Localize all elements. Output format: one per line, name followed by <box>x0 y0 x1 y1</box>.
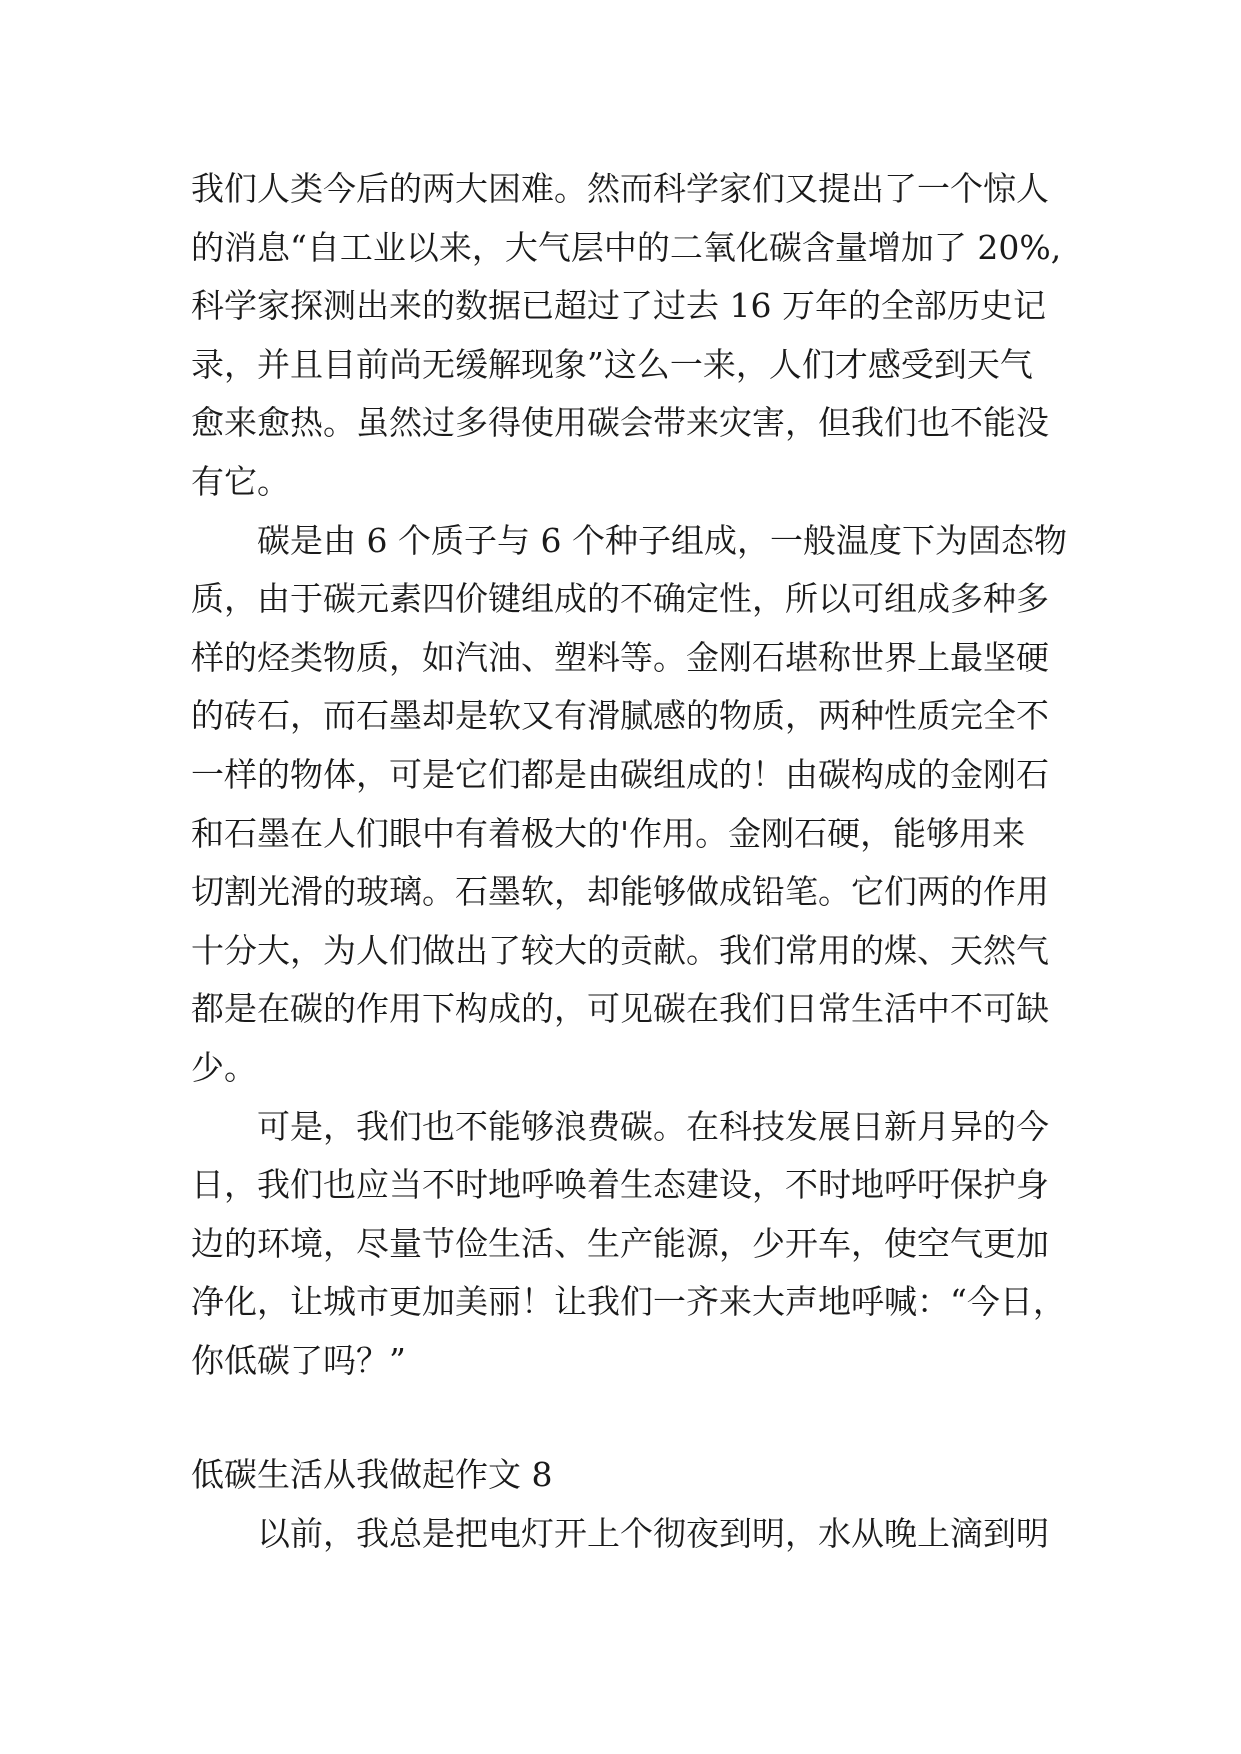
paragraph-1 <box>191 160 1062 512</box>
text-line: 你低碳了吗？” <box>191 1340 406 1380</box>
text-line: 切割光滑的玻璃。石墨软，却能够做成铅笔。它们两的作用 <box>191 872 1049 912</box>
text-line: 净化，让城市更加美丽！让我们一齐来大声地呼喊：“今日， <box>191 1282 1066 1322</box>
text-line: 我们人类今后的两大困难。然而科学家们又提出了一个惊人 <box>191 169 1049 208</box>
text-line: 录，并且目前尚无缓解现象”这么一来，人们才感受到天气 <box>191 344 1033 384</box>
paragraph-3 <box>191 1098 1066 1391</box>
text-line: 科学家探测出来的数据已超过了过去 16 万年的全部历史记 <box>191 286 1046 326</box>
text-line: 愈来愈热。虽然过多得使用碳会带来灾害，但我们也不能没 <box>191 403 1049 443</box>
text-line: 可是，我们也不能够浪费碳。在科技发展日新月异的今 <box>257 1106 1049 1146</box>
text-line: 日，我们也应当不时地呼唤着生态建设，不时地呼吁保护身 <box>191 1165 1049 1205</box>
section-spacer <box>191 1390 1051 1446</box>
text-line: 质，由于碳元素四价键组成的不确定性，所以可组成多种多 <box>191 579 1049 619</box>
text-line: 以前，我总是把电灯开上个彻夜到明，水从晚上滴到明 <box>257 1514 1049 1554</box>
text-line: 有它。 <box>191 461 290 501</box>
text-line: 的砖石，而石墨却是软又有滑腻感的物质，两种性质完全不 <box>191 696 1049 736</box>
text-line: 一样的物体，可是它们都是由碳组成的！由碳构成的金刚石 <box>191 754 1049 794</box>
text-line: 十分大，为人们做出了较大的贡献。我们常用的煤、天然气 <box>191 930 1049 970</box>
document-body <box>191 160 1067 1564</box>
paragraph-2 <box>191 512 1067 1098</box>
text-line: 样的烃类物质，如汽油、塑料等。金刚石堪称世界上最坚硬 <box>191 637 1049 677</box>
text-line: 边的环境，尽量节俭生活、生产能源，少开车，使空气更加 <box>191 1223 1049 1263</box>
text-line: 的消息“自工业以来，大气层中的二氧化碳含量增加了 20%, <box>191 227 1062 267</box>
text-line: 少。 <box>191 1047 257 1087</box>
text-line: 碳是由 6 个质子与 6 个种子组成，一般温度下为固态物 <box>257 520 1067 560</box>
paragraph-4 <box>191 1505 1051 1564</box>
section-heading: 低碳生活从我做起作文 8 <box>191 1455 553 1495</box>
text-line: 都是在碳的作用下构成的，可见碳在我们日常生活中不可缺 <box>191 989 1049 1029</box>
text-line: 和石墨在人们眼中有着极大的'作用。金刚石硬，能够用来 <box>191 813 1026 853</box>
